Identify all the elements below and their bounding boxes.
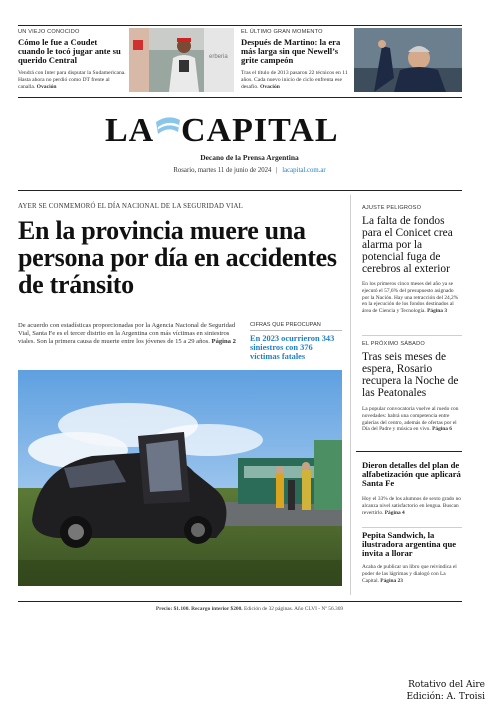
footer-line <box>0 606 499 612</box>
flag-emblem-icon <box>154 114 182 140</box>
svg-text:erberia: erberia <box>209 54 228 60</box>
right-2-kicker: EL PRÓXIMO SÁBADO <box>362 341 425 347</box>
stats-sidebox <box>250 322 342 362</box>
teaser-left-headline[interactable]: Cómo le fue a Coudet cuando le tocó jugar ante su querido Central <box>18 37 121 65</box>
right-1-body: En los primeros cinco meses del año ya se ejecutó el 57,6% del presupuesto asignado por la Nación. Hay una retracción del 24,2% en la ejecución de los fondos destinados al área de Ciencia y Tecnología. Página 3 <box>362 281 459 314</box>
masthead-dateline-row <box>0 167 499 174</box>
stats-text: En 2023 ocurrieron 343 siniestros con 376 víctimas fatales <box>250 334 335 362</box>
signature-block <box>406 679 485 703</box>
teaser-left-kicker: UN VIEJO CONOCIDO <box>18 29 80 35</box>
teaser-left-photo[interactable] <box>129 28 234 92</box>
masthead-logo[interactable] <box>105 112 395 152</box>
teaser-left-body: Vendrá con Inter para disputar la Sudamericana. Hasta ahora no perdió como DT frente al canalla. Ovación <box>18 70 126 90</box>
teaser-left-page: Ovación <box>36 83 57 90</box>
stats-kicker: CIFRAS QUE PREOCUPAN <box>250 322 342 331</box>
teaser-right-page: Ovación <box>259 83 280 90</box>
car-crash-photo <box>18 370 342 586</box>
masthead-name-left: LA <box>105 112 155 149</box>
right-3-page: Página 4 <box>384 509 405 516</box>
dateline: Rosario, martes 11 de junio de 2024 <box>173 167 272 174</box>
right-1-headline[interactable]: La falta de fondos para el Conicet crea alarma por la potencial fuga de cerebros al exterior <box>362 215 453 275</box>
teaser-right-kicker: EL ÚLTIMO GRAN MOMENTO <box>241 29 323 35</box>
footer-edition: Edición de 32 páginas. Año CLVI - Nº 56.369 <box>244 606 344 612</box>
right-3-headline[interactable]: Dieron detalles del plan de alfabetización que aplicará Santa Fe <box>362 460 461 489</box>
teaser-right-headline[interactable]: Después de Martino: la era más larga sin que Newell’s grite campeón <box>241 37 341 65</box>
right-2-headline[interactable]: Tras seis meses de espera, Rosario recupera la Noche de las Peatonales <box>362 351 459 399</box>
main-photo[interactable] <box>18 370 342 586</box>
signature-line-2: Edición: A. Troisi <box>406 692 485 703</box>
footer-price: Precio: $1.100. Recargo interior $200. <box>155 606 243 612</box>
coach-celebrating-photo <box>354 28 462 92</box>
masthead-tagline: Decano de la Prensa Argentina <box>200 153 299 162</box>
right-2-body: La popular convocatoria vuelve al ruedo con novedades: habrá una competencia entre galerías del centro, además de ofertas por el Día del Padre y música en vivo. Página 6 <box>362 406 459 433</box>
right-1-kicker: AJUSTE PELIGROSO <box>362 205 422 211</box>
right-4-headline[interactable]: Pepita Sandwich, la ilustradora argentina que invita a llorar <box>362 530 457 559</box>
main-kicker: AYER SE CONMEMORÓ EL DÍA NACIONAL DE LA SEGURIDAD VIAL <box>18 203 243 210</box>
teaser-right-body: Tras el título de 2013 pasaron 22 técnicos en 11 años. Cada nuevo inicio de ciclo enfrenta ese desafío. Ovación <box>241 70 348 90</box>
masthead-name-right: CAPITAL <box>181 112 339 149</box>
main-page-ref: Página 2 <box>211 338 236 346</box>
soccer-coach-photo <box>129 28 234 92</box>
dateline-separator: | <box>276 167 278 174</box>
teaser-right-photo[interactable] <box>354 28 462 92</box>
right-4-page: Página 23 <box>380 577 403 584</box>
right-1-page: Página 3 <box>427 308 448 314</box>
right-4-body: Acaba de publicar un libro que reivindica el poder de las lágrimas y dialogó con La Capital. Página 23 <box>362 564 457 584</box>
right-3-body: Hoy el 33% de los alumnos de sexto grado no alcanza nivel satisfactorio en lengua. Buscan revertirlo. Página 4 <box>362 496 461 516</box>
main-headline[interactable]: En la provincia muere una persona por día en accidentes de tránsito <box>18 216 337 299</box>
right-2-page: Página 6 <box>432 426 452 433</box>
website-link[interactable]: lacapital.com.ar <box>282 167 326 174</box>
signature-line-1: Rotativo del Aire <box>408 680 485 690</box>
main-body: De acuerdo con estadísticas proporcionadas por la Agencia Nacional de Seguridad Vial, Santa Fe es el tercer distrito en la Argentina con más víctimas en siniestros viales. Son la primera causa de muerte entre los jóvenes de 15 a 29 años. Página 2 <box>18 322 236 346</box>
